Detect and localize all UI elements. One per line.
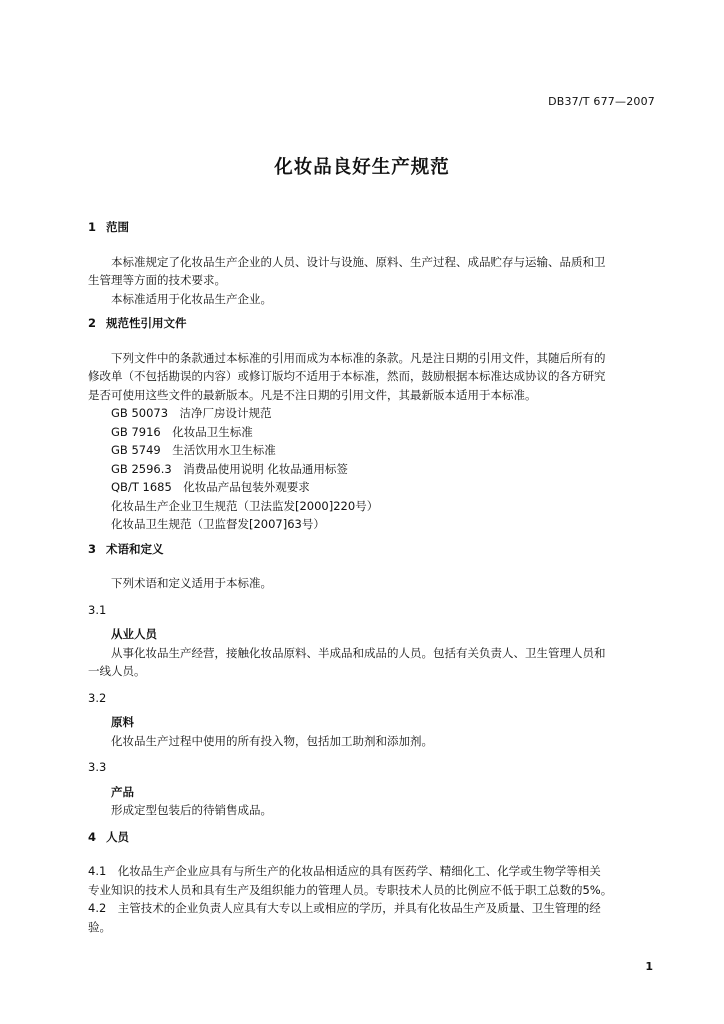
section-number: 4 — [88, 829, 97, 844]
reference-name: 洁净厂房设计规范 — [179, 406, 272, 420]
clause-line: 专业知识的技术人员和具有生产及组织能力的管理人员。专职技术人员的比例应不低于职工总数的5%。 — [88, 882, 613, 897]
reference-item: 化妆品生产企业卫生规范（卫法监发[2000]220号） — [111, 498, 379, 513]
clause-line: 4.1 化妆品生产企业应具有与所生产的化妆品相适应的具有医药学、精细化工、化学或生物学等相关 — [88, 864, 601, 878]
reference-item — [88, 441, 656, 460]
reference-code: GB 2596.3 — [111, 461, 172, 476]
section-1-heading — [88, 218, 656, 237]
reference-code: GB 50073 — [111, 406, 169, 420]
term-name: 产品 — [111, 784, 134, 799]
term-name: 原料 — [111, 715, 134, 729]
section-title: 规范性引用文件 — [106, 316, 187, 330]
paragraph-line: 一线人员。 — [88, 664, 146, 678]
term-number: 3.1 — [88, 602, 107, 617]
paragraph-line: 下列术语和定义适用于本标准。 — [111, 576, 272, 590]
section-2-heading — [88, 314, 656, 333]
section-number: 1 — [88, 220, 97, 234]
reference-item — [88, 404, 656, 423]
section-3-heading — [88, 540, 656, 559]
reference-name: 消费品使用说明 化妆品通用标签 — [183, 461, 348, 476]
document-body — [88, 218, 656, 936]
document-title: 化妆品良好生产规范 — [274, 157, 450, 178]
reference-item — [88, 478, 656, 497]
reference-item — [88, 423, 656, 442]
paragraph-line: 修改单（不包括勘误的内容）或修订版均不适用于本标准，然而，鼓励根据本标准达成协议的各方研究 — [88, 369, 606, 383]
section-title: 人员 — [106, 829, 129, 844]
reference-code: GB 5749 — [111, 443, 161, 457]
section-title: 术语和定义 — [106, 541, 164, 556]
reference-item — [88, 460, 656, 479]
clause-line: 验。 — [88, 919, 111, 934]
term-name: 从业人员 — [111, 627, 157, 641]
section-title: 范围 — [106, 220, 129, 234]
paragraph-line: 从事化妆品生产经营，接触化妆品原料、半成品和成品的人员。包括有关负责人、卫生管理人员和 — [111, 645, 606, 660]
term-number: 3.2 — [88, 690, 107, 705]
reference-code: QB/T 1685 — [111, 480, 172, 494]
reference-item: 化妆品卫生规范（卫监督发[2007]63号） — [111, 517, 325, 531]
standard-code: DB37/T 677—2007 — [548, 95, 655, 108]
term-number: 3.3 — [88, 760, 107, 774]
section-number: 3 — [88, 541, 97, 556]
paragraph-line: 本标准适用于化妆品生产企业。 — [111, 291, 272, 306]
paragraph-line: 化妆品生产过程中使用的所有投入物，包括加工助剂和添加剂。 — [111, 733, 433, 748]
paragraph-line: 下列文件中的条款通过本标准的引用而成为本标准的条款。凡是注日期的引用文件，其随后所有的 — [111, 350, 606, 365]
reference-name: 化妆品产品包装外观要求 — [183, 480, 310, 494]
page-number: 1 — [645, 960, 653, 973]
reference-name: 生活饮用水卫生标准 — [172, 443, 276, 457]
paragraph-line: 本标准规定了化妆品生产企业的人员、设计与设施、原料、生产过程、成品贮存与运输、品质和卫 — [111, 254, 606, 269]
paragraph-line: 形成定型包装后的待销售成品。 — [111, 803, 272, 817]
paragraph-line: 是否可使用这些文件的最新版本。凡是不注日期的引用文件，其最新版本适用于本标准。 — [88, 387, 537, 402]
reference-name: 化妆品卫生标准 — [172, 424, 253, 439]
reference-code: GB 7916 — [111, 424, 161, 439]
section-number: 2 — [88, 316, 97, 330]
paragraph-line: 生管理等方面的技术要求。 — [88, 273, 226, 287]
section-4-heading — [88, 828, 656, 847]
clause-line: 4.2 主管技术的企业负责人应具有大专以上或相应的学历，并具有化妆品生产及质量、卫生管理的经 — [88, 901, 601, 915]
